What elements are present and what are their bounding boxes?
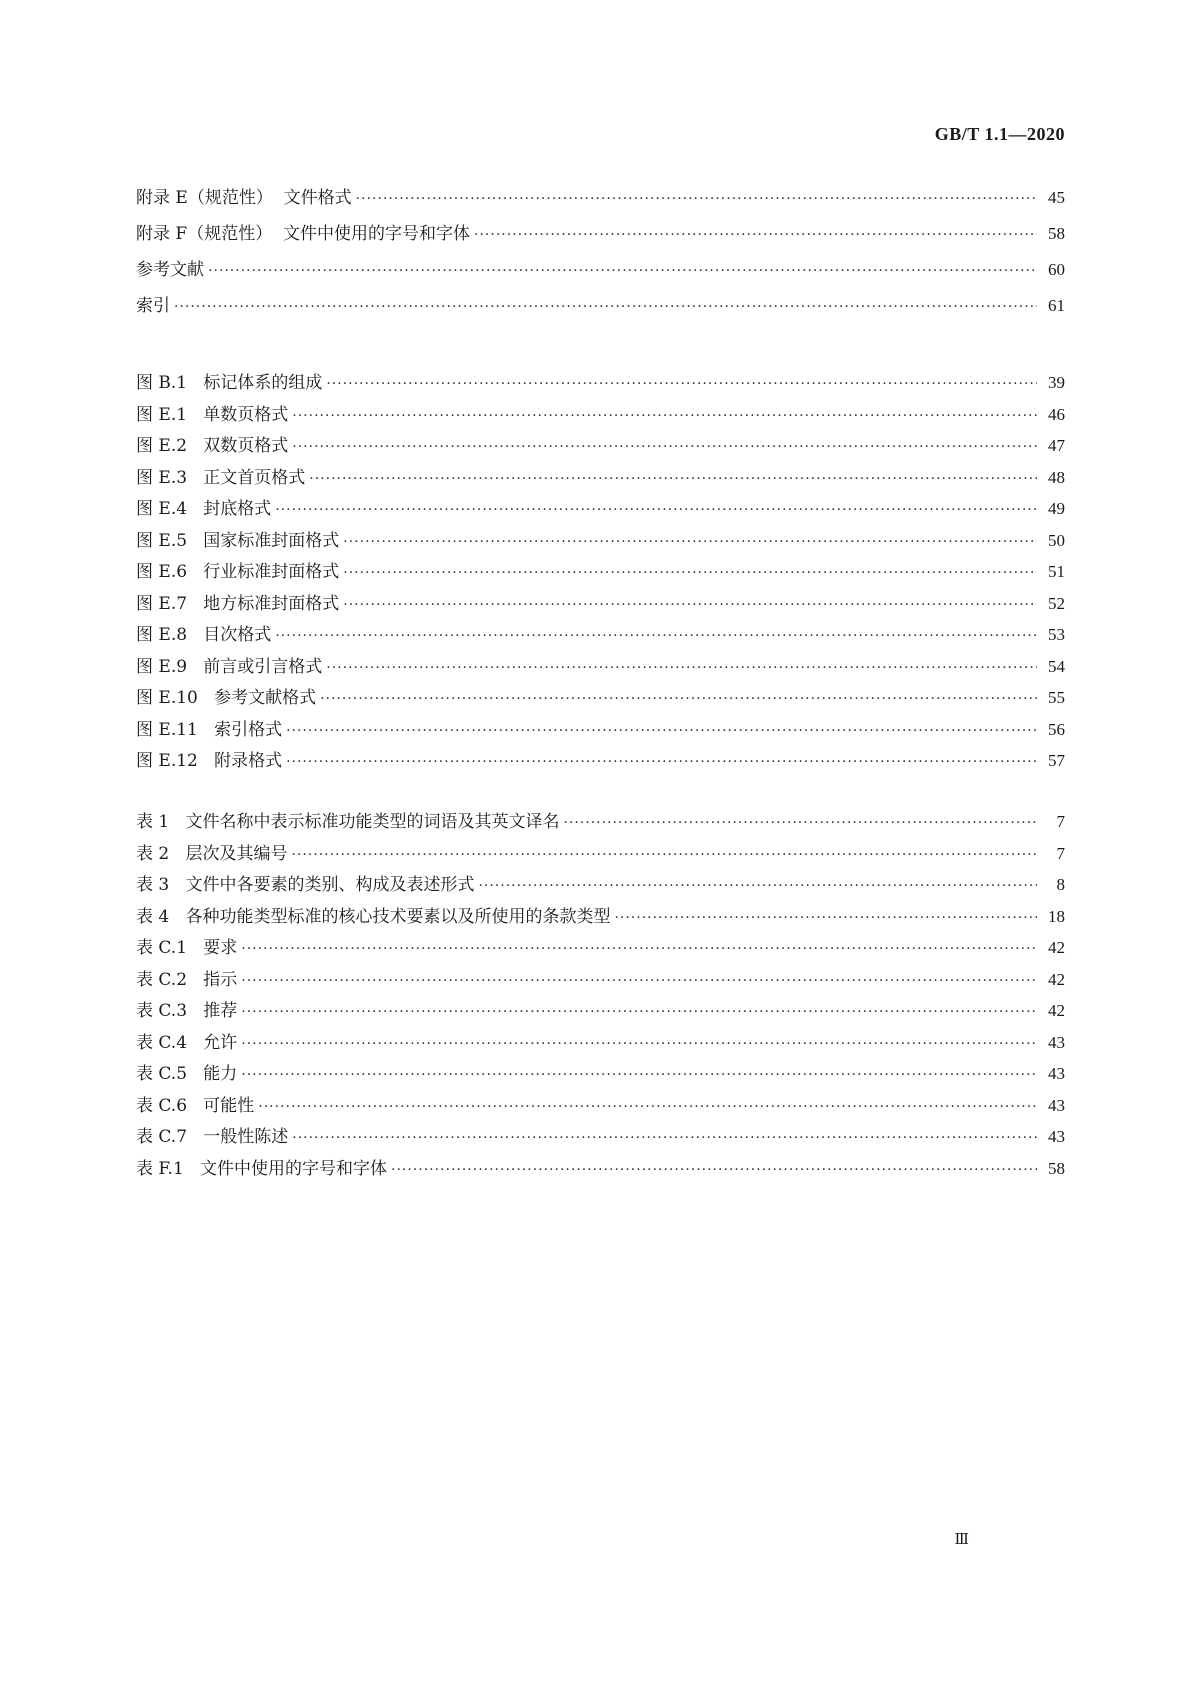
toc-page-number: 45 — [1048, 188, 1065, 207]
table-number: 表 C.3 — [136, 1001, 188, 1021]
table-title: 允许 — [203, 1032, 238, 1053]
figure-entry[interactable] — [136, 746, 1065, 778]
table-number: 表 C.1 — [136, 938, 188, 958]
figure-page-number: 48 — [1048, 467, 1065, 487]
figure-title: 正文首页格式 — [203, 467, 306, 488]
table-page-number: 43 — [1048, 1032, 1065, 1052]
figure-page-number: 55 — [1048, 688, 1065, 707]
table-page-number: 8 — [1056, 875, 1065, 894]
figure-title: 目次格式 — [203, 625, 272, 645]
table-title: 层次及其编号 — [185, 843, 288, 864]
figure-entry[interactable] — [136, 526, 1065, 558]
figure-title: 行业标准封面格式 — [203, 562, 340, 582]
table-page-number: 7 — [1056, 843, 1065, 863]
toc-entry-label: 索引 — [136, 296, 170, 316]
figure-page-number: 49 — [1048, 499, 1065, 518]
figure-title: 地方标准封面格式 — [203, 593, 340, 614]
figure-entry[interactable] — [136, 463, 1065, 495]
leader-dots — [320, 691, 1037, 707]
leader-dots — [326, 660, 1037, 676]
table-entry[interactable] — [136, 1122, 1065, 1154]
toc-entry[interactable] — [136, 183, 1065, 219]
toc-entry[interactable] — [136, 219, 1065, 255]
table-number: 表 4 — [136, 906, 170, 927]
figure-number: 图 E.10 — [136, 688, 198, 708]
toc-entry[interactable] — [136, 255, 1065, 291]
leader-dots — [291, 847, 1037, 863]
table-page-number: 42 — [1048, 938, 1065, 957]
figure-number: 图 E.4 — [136, 499, 188, 519]
figure-number: 图 E.11 — [136, 719, 198, 740]
table-entry[interactable] — [136, 996, 1065, 1028]
leader-dots — [258, 1099, 1037, 1115]
figure-entry[interactable] — [136, 368, 1065, 400]
figure-number: 图 E.8 — [136, 625, 188, 645]
figure-title: 附录格式 — [214, 751, 283, 771]
figure-title: 标记体系的组成 — [203, 373, 323, 393]
table-page-number: 43 — [1048, 1095, 1065, 1115]
table-title: 要求 — [203, 938, 238, 958]
leader-dots — [292, 439, 1037, 455]
figure-number: 图 E.9 — [136, 656, 188, 677]
table-title: 文件中使用的字号和字体 — [200, 1158, 387, 1179]
figure-page-number: 50 — [1048, 530, 1065, 550]
leader-dots — [174, 299, 1037, 315]
figure-number: 图 B.1 — [136, 373, 188, 393]
leader-dots — [343, 534, 1037, 550]
figure-title: 单数页格式 — [203, 404, 289, 425]
figure-title: 索引格式 — [214, 719, 283, 740]
leader-dots — [241, 1067, 1037, 1083]
table-entry[interactable] — [136, 965, 1065, 997]
table-number: 表 2 — [136, 843, 170, 864]
toc-entry-label: 附录 E（规范性） 文件格式 — [136, 188, 352, 208]
table-title: 推荐 — [203, 1001, 238, 1021]
leader-dots — [241, 973, 1037, 989]
table-page-number: 42 — [1048, 1001, 1065, 1020]
figure-title: 参考文献格式 — [214, 688, 317, 708]
table-title: 指示 — [203, 969, 238, 990]
toc-page-number: 60 — [1048, 260, 1065, 279]
leader-dots — [208, 263, 1037, 279]
leader-dots — [478, 878, 1037, 894]
figure-entry[interactable] — [136, 431, 1065, 463]
leader-dots — [614, 910, 1037, 926]
leader-dots — [241, 941, 1037, 957]
leader-dots — [391, 1162, 1037, 1178]
leader-dots — [326, 376, 1037, 392]
toc-entry[interactable] — [136, 291, 1065, 327]
leader-dots — [241, 1036, 1037, 1052]
table-list — [136, 807, 1065, 1185]
figure-page-number: 57 — [1048, 751, 1065, 770]
figure-page-number: 51 — [1048, 562, 1065, 581]
figure-number: 图 E.2 — [136, 436, 188, 456]
figure-entry[interactable] — [136, 652, 1065, 684]
table-page-number: 18 — [1048, 906, 1065, 926]
figure-number: 图 E.5 — [136, 530, 188, 551]
figure-page-number: 54 — [1048, 656, 1065, 676]
table-number: 表 F.1 — [136, 1158, 184, 1179]
table-page-number: 42 — [1048, 969, 1065, 989]
figure-number: 图 E.7 — [136, 593, 188, 614]
toc-page-number: 58 — [1048, 224, 1065, 243]
table-entry[interactable] — [136, 1091, 1065, 1123]
figure-entry[interactable] — [136, 589, 1065, 621]
leader-dots — [343, 597, 1037, 613]
table-title: 文件中各要素的类别、构成及表述形式 — [185, 875, 475, 895]
table-number: 表 C.7 — [136, 1127, 188, 1147]
figure-page-number: 47 — [1048, 436, 1065, 455]
figure-page-number: 56 — [1048, 719, 1065, 739]
figure-page-number: 52 — [1048, 593, 1065, 613]
table-number: 表 C.6 — [136, 1095, 188, 1116]
page-number-footer: Ⅲ — [954, 1532, 969, 1548]
figure-list — [136, 368, 1065, 778]
table-title: 可能性 — [203, 1095, 255, 1116]
leader-dots — [474, 227, 1037, 243]
table-entry[interactable] — [136, 1059, 1065, 1091]
figure-entry[interactable] — [136, 683, 1065, 715]
table-number: 表 3 — [136, 875, 170, 895]
table-page-number: 58 — [1048, 1158, 1065, 1178]
figure-title: 前言或引言格式 — [203, 656, 323, 677]
standard-code-header: GB/T 1.1—2020 — [934, 124, 1065, 144]
figure-title: 封底格式 — [203, 499, 272, 519]
toc-entry-label: 参考文献 — [136, 260, 204, 280]
table-entry[interactable] — [136, 839, 1065, 871]
table-page-number: 43 — [1048, 1127, 1065, 1146]
table-title: 一般性陈述 — [203, 1127, 289, 1147]
figure-number: 图 E.6 — [136, 562, 188, 582]
leader-dots — [286, 754, 1037, 770]
toc-entry-label: 附录 F（规范性） 文件中使用的字号和字体 — [136, 224, 471, 244]
appendix-list — [136, 183, 1065, 327]
leader-dots — [356, 191, 1037, 207]
table-title: 各种功能类型标准的核心技术要素以及所使用的条款类型 — [185, 906, 611, 927]
table-number: 表 C.2 — [136, 969, 188, 990]
leader-dots — [292, 1130, 1037, 1146]
leader-dots — [563, 815, 1037, 831]
table-entry[interactable] — [136, 1154, 1065, 1186]
table-number: 表 C.5 — [136, 1064, 188, 1084]
leader-dots — [241, 1004, 1037, 1020]
table-number: 表 1 — [136, 812, 170, 832]
table-entry[interactable] — [136, 933, 1065, 965]
figure-entry[interactable] — [136, 620, 1065, 652]
table-page-number: 7 — [1056, 812, 1065, 831]
leader-dots — [309, 471, 1037, 487]
leader-dots — [275, 628, 1037, 644]
leader-dots — [343, 565, 1037, 581]
table-title: 文件名称中表示标准功能类型的词语及其英文译名 — [185, 812, 560, 832]
table-entry[interactable] — [136, 1028, 1065, 1060]
leader-dots — [275, 502, 1037, 518]
table-entry[interactable] — [136, 870, 1065, 902]
figure-number: 图 E.3 — [136, 467, 188, 488]
leader-dots — [292, 408, 1037, 424]
figure-entry[interactable] — [136, 557, 1065, 589]
table-title: 能力 — [203, 1064, 238, 1084]
figure-number: 图 E.1 — [136, 404, 188, 425]
table-entry[interactable] — [136, 807, 1065, 839]
toc-page-number: 61 — [1048, 296, 1065, 315]
figure-page-number: 46 — [1048, 404, 1065, 424]
table-page-number: 43 — [1048, 1064, 1065, 1083]
leader-dots — [286, 723, 1037, 739]
figure-entry[interactable] — [136, 400, 1065, 432]
table-number: 表 C.4 — [136, 1032, 188, 1053]
figure-title: 国家标准封面格式 — [203, 530, 340, 551]
figure-entry[interactable] — [136, 715, 1065, 747]
table-entry[interactable] — [136, 902, 1065, 934]
figure-page-number: 53 — [1048, 625, 1065, 644]
figure-entry[interactable] — [136, 494, 1065, 526]
figure-page-number: 39 — [1048, 373, 1065, 392]
figure-number: 图 E.12 — [136, 751, 198, 771]
figure-title: 双数页格式 — [203, 436, 289, 456]
